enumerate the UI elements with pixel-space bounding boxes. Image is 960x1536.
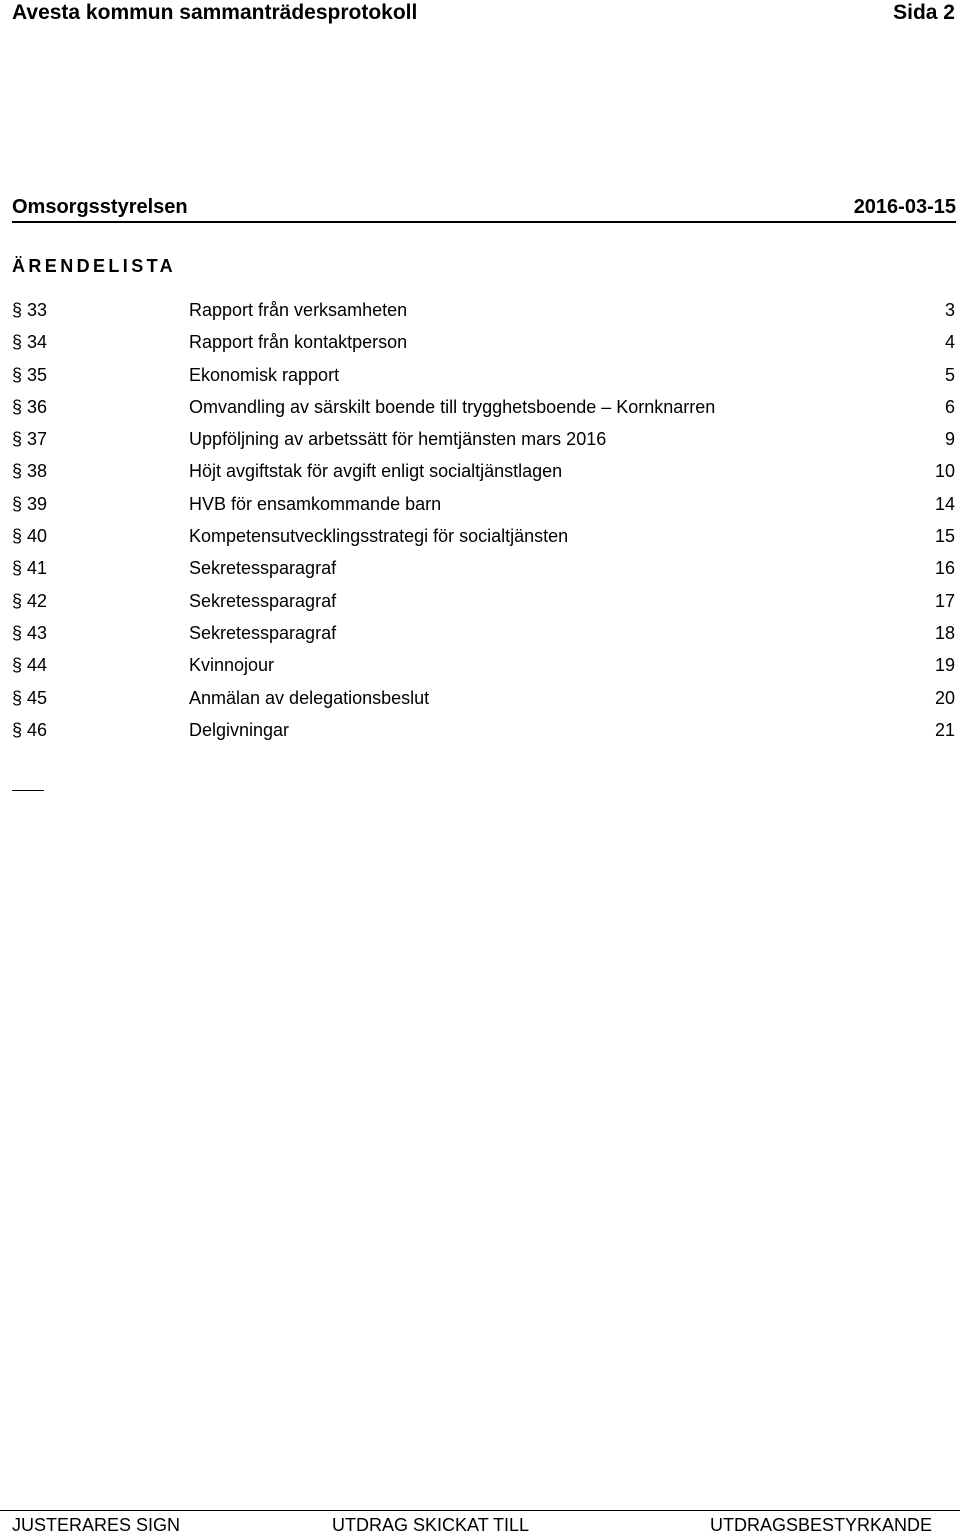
section-symbol: §: [12, 332, 23, 353]
paragraph-number: 36: [27, 396, 48, 417]
agenda-item-page: 10: [934, 461, 955, 482]
agenda-item-title: Ekonomisk rapport: [189, 364, 340, 385]
agenda-item-title: Höjt avgiftstak för avgift enligt socialtjänstlagen: [189, 461, 563, 482]
section-symbol: §: [12, 622, 23, 643]
agenda-item-title: Rapport från kontaktperson: [189, 332, 408, 353]
agenda-item: [12, 649, 955, 681]
section-symbol: §: [12, 687, 23, 708]
agenda-item-title: Kvinnojour: [189, 655, 275, 676]
agenda-item-page: 15: [934, 526, 955, 547]
paragraph-reference: [12, 552, 47, 584]
footer-extract-certification: UTDRAGSBESTYRKANDE: [709, 1515, 932, 1535]
agenda-item-title: Delgivningar: [189, 719, 290, 740]
agenda-item-title: Uppföljning av arbetssätt för hemtjänsten mars 2016: [189, 429, 607, 450]
agenda-item-page: 16: [934, 558, 955, 579]
agenda-item-title: Anmälan av delegationsbeslut: [189, 687, 430, 708]
agenda-item-title: Omvandling av särskilt boende till trygghetsboende – Kornknarren: [189, 396, 716, 417]
paragraph-reference: [12, 682, 47, 714]
paragraph-number: 46: [27, 719, 48, 740]
agenda-item-title: Sekretessparagraf: [189, 622, 337, 643]
section-symbol: §: [12, 364, 23, 385]
agenda-item: [12, 682, 955, 714]
section-symbol: §: [12, 526, 23, 547]
agenda-list: [12, 294, 955, 746]
agenda-item: [12, 520, 955, 552]
paragraph-number: 34: [27, 332, 48, 353]
meeting-date: 2016-03-15: [853, 195, 956, 218]
agenda-item-page: 9: [944, 429, 955, 450]
agenda-item: [12, 552, 955, 584]
agenda-item: [12, 359, 955, 391]
paragraph-reference: [12, 520, 47, 552]
paragraph-number: 42: [27, 590, 48, 611]
agenda-item: [12, 488, 955, 520]
agenda-item-page: 17: [934, 590, 955, 611]
paragraph-reference: [12, 391, 47, 423]
agenda-item-page: 4: [944, 332, 955, 353]
agenda-item: [12, 391, 955, 423]
document-footer: [12, 1515, 932, 1536]
paragraph-reference: [12, 617, 47, 649]
section-symbol: §: [12, 461, 23, 482]
agenda-item-title: Sekretessparagraf: [189, 590, 337, 611]
agenda-item: [12, 423, 955, 455]
paragraph-reference: [12, 294, 47, 326]
paragraph-number: 40: [27, 526, 48, 547]
section-symbol: §: [12, 300, 23, 320]
agenda-item-page: 19: [934, 655, 955, 676]
document-header: [12, 0, 955, 26]
agenda-item-page: 20: [934, 687, 955, 708]
agenda-item-title: Kompetensutvecklingsstrategi för socialtjänsten: [189, 526, 569, 547]
section-symbol: §: [12, 558, 23, 579]
paragraph-reference: [12, 585, 47, 617]
agenda-item: [12, 326, 955, 358]
footer-rule: [0, 1510, 960, 1511]
agenda-item-title: Sekretessparagraf: [189, 558, 337, 579]
agenda-heading: ÄRENDELISTA: [12, 256, 177, 276]
footer-extract-sent-to: UTDRAG SKICKAT TILL: [332, 1515, 530, 1535]
section-symbol: §: [12, 493, 23, 514]
page-number: Sida 2: [893, 1, 955, 24]
agenda-item-page: 6: [944, 396, 955, 417]
paragraph-number: 43: [27, 622, 48, 643]
paragraph-number: 45: [27, 687, 48, 708]
paragraph-number: 37: [27, 429, 48, 450]
agenda-item: [12, 585, 955, 617]
committee-date-row: [12, 193, 956, 223]
paragraph-reference: [12, 488, 47, 520]
paragraph-reference: [12, 359, 47, 391]
paragraph-reference: [12, 455, 47, 487]
agenda-item-page: 18: [934, 622, 955, 643]
agenda-item-page: 3: [944, 300, 955, 320]
paragraph-number: 41: [27, 558, 48, 579]
document-title: Avesta kommun sammanträdesprotokoll: [12, 1, 418, 24]
paragraph-number: 35: [27, 364, 48, 385]
paragraph-number: 38: [27, 461, 48, 482]
paragraph-reference: [12, 649, 47, 681]
section-symbol: §: [12, 719, 23, 740]
agenda-item-title: Rapport från verksamheten: [189, 300, 408, 320]
section-symbol: §: [12, 655, 23, 676]
committee-name: Omsorgsstyrelsen: [12, 195, 188, 218]
agenda-item: [12, 294, 955, 326]
agenda-item-page: 14: [934, 493, 955, 514]
paragraph-reference: [12, 714, 47, 746]
agenda-item-title: HVB för ensamkommande barn: [189, 493, 442, 514]
agenda-item: [12, 714, 955, 746]
paragraph-number: 44: [27, 655, 48, 676]
agenda-item: [12, 455, 955, 487]
paragraph-number: 33: [27, 300, 48, 320]
paragraph-reference: [12, 423, 47, 455]
agenda-item-page: 5: [944, 364, 955, 385]
agenda-item-page: 21: [934, 719, 955, 740]
footer-adjuster-sign: JUSTERARES SIGN: [12, 1515, 181, 1535]
section-symbol: §: [12, 429, 23, 450]
end-of-list-rule: [12, 790, 44, 791]
section-symbol: §: [12, 590, 23, 611]
paragraph-number: 39: [27, 493, 48, 514]
section-symbol: §: [12, 396, 23, 417]
agenda-item: [12, 617, 955, 649]
paragraph-reference: [12, 326, 47, 358]
